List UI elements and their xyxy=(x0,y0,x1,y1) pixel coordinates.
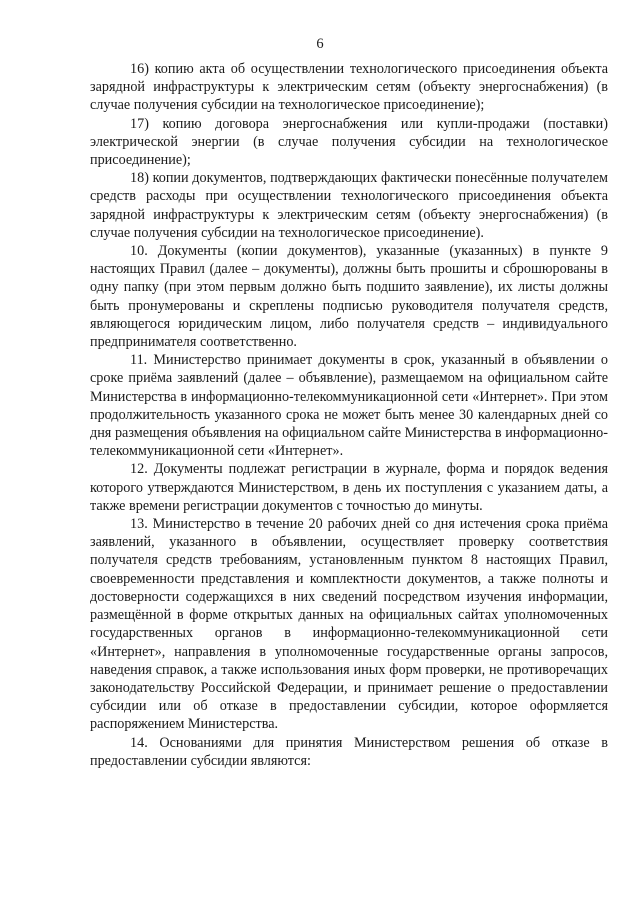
paragraph-item-18: 18) копии документов, подтверждающих фактически понесённые получателем средств расходы при осуществлении технологического присоединения объекта зарядной инфраструктуры к электрическим сетям (объекту энергоснабжения) (в случае получения субсидии на технологическое присоединение). xyxy=(90,170,608,241)
paragraph-clause-12: 12. Документы подлежат регистрации в журнале, форма и порядок ведения которого утверждаются Министерством, в день их поступления с указанием даты, а также времени регистрации документов с точностью до минуты. xyxy=(90,461,608,514)
paragraph-clause-13: 13. Министерство в течение 20 рабочих дней со дня истечения срока приёма заявлений, указанного в объявлении, осуществляет проверку соответствия получателя средств требованиям, установленным пунктом 8 настоящих Правил, своевременности представления и комплектности документов, а также полноты и достоверности содержащихся в них сведений посредством изучения информации, размещённой в форме открытых данных на официальных сайтах уполномоченных государственных органов в информационно-телекоммуникационной сети «Интернет», направления в уполномоченные государственные органы запросов, наведения справок, а также использования иных форм проверки, не противоречащих законодательству Российской Федерации, и принимает решение о предоставлении субсидии или об отказе в предоставлении субсидии, которое оформляется распоряжением Министерства. xyxy=(90,516,608,733)
paragraph-clause-14: 14. Основаниями для принятия Министерством решения об отказе в предоставлении субсидии являются: xyxy=(90,734,608,769)
document-body xyxy=(90,60,608,770)
paragraph-item-17: 17) копию договора энергоснабжения или купли-продажи (поставки) электрической энергии (в случае получения субсидии на технологическое присоединение); xyxy=(90,115,608,169)
paragraph-item-16: 16) копию акта об осуществлении технологического присоединения объекта зарядной инфраструктуры к электрическим сетям (объекту энергоснабжения) (в случае получения субсидии на технологическое присоединение); xyxy=(90,61,608,114)
paragraph-clause-10: 10. Документы (копии документов), указанные (указанных) в пункте 9 настоящих Правил (далее – документы), должны быть прошиты и сброшюрованы в одну папку (при этом первым должно быть подшито заявление), их листы должны быть пронумерованы и скреплены подписью руководителя получателя средств, являющегося юридическим лицом, либо получателя средств – индивидуального предпринимателя соответственно. xyxy=(90,243,608,351)
page-number: 6 xyxy=(316,36,324,52)
paragraph-clause-11: 11. Министерство принимает документы в срок, указанный в объявлении о сроке приёма заявлений (далее – объявление), размещаемом на официальном сайте Министерства в информационно-телекоммуникационной сети «Интернет». При этом продолжительность указанного срока не может быть менее 30 календарных дней со дня размещения объявления на официальном сайте Министерства в информационно-телекоммуникационной сети «Интернет». xyxy=(90,352,608,460)
